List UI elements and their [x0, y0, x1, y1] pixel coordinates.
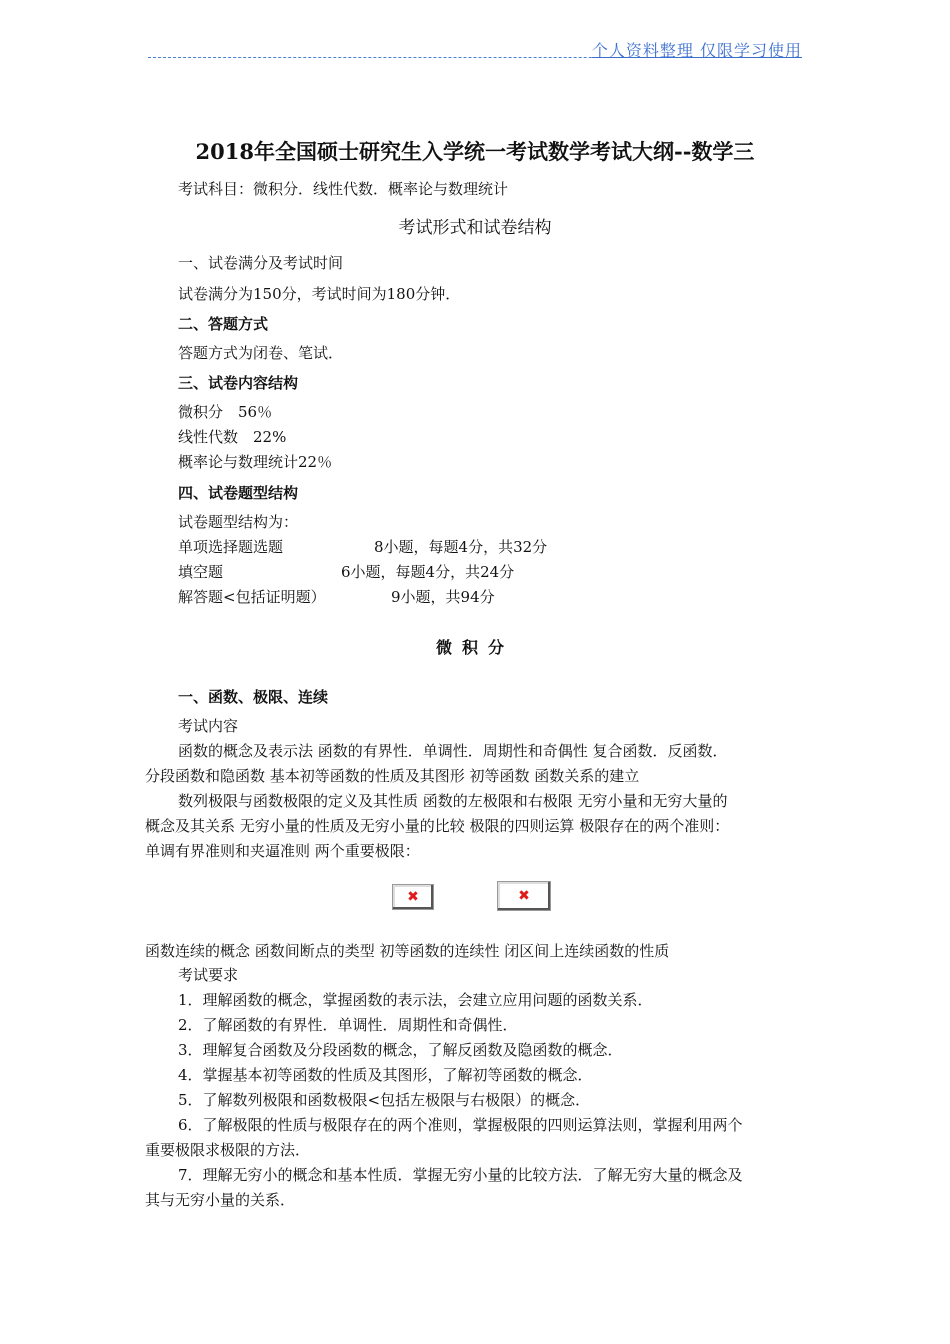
question-type-name: 解答题<包括证明题）	[178, 588, 326, 606]
calculus-heading: 微积分	[435, 638, 514, 657]
content-paragraph: 函数的概念及表示法 函数的有界性．单调性．周期性和奇偶性 复合函数．反函数．	[178, 742, 728, 760]
section-1-heading: 一、试卷满分及考试时间	[178, 254, 344, 272]
content-paragraph: 数列极限与函数极限的定义及其性质 函数的左极限和右极限 无穷小量和无穷大量的	[178, 792, 728, 810]
content-paragraph: 函数连续的概念 函数间断点的类型 初等函数的连续性 闭区间上连续函数的性质	[145, 942, 670, 960]
question-type-detail: 6小题，每题4分，共24分	[341, 563, 515, 581]
requirement-item: 1．理解函数的概念，掌握函数的表示法，会建立应用问题的函数关系．	[178, 991, 653, 1009]
requirement-item-continued: 其与无穷小量的关系．	[145, 1191, 296, 1209]
question-type-name: 填空题	[178, 563, 224, 581]
header-text: 个人资料整理 仅限学习使用	[591, 41, 802, 60]
content-paragraph: 概念及其关系 无穷小量的性质及无穷小量的比较 极限的四则运算 极限存在的两个准则：	[145, 817, 730, 835]
question-type-detail: 8小题，每题4分，共32分	[374, 538, 548, 556]
red-x-icon: ✖	[518, 888, 530, 904]
content-paragraph: 分段函数和隐函数 基本初等函数的性质及其图形 初等函数 函数关系的建立	[145, 767, 640, 785]
content-row-probability: 概率论与数理统计22％	[178, 453, 333, 471]
section-2-heading: 二、答题方式	[178, 315, 269, 333]
exam-requirements-label: 考试要求	[178, 966, 239, 984]
document-title: 2018年全国硕士研究生入学统一考试数学考试大纲--数学三	[195, 139, 755, 164]
requirement-item: 4．掌握基本初等函数的性质及其图形，了解初等函数的概念．	[178, 1066, 593, 1084]
requirement-item: 2．了解函数的有界性．单调性．周期性和奇偶性．	[178, 1016, 518, 1034]
section-1-text: 试卷满分为150分，考试时间为180分钟．	[178, 285, 461, 303]
requirement-item: 3．理解复合函数及分段函数的概念，了解反函数及隐函数的概念．	[178, 1041, 623, 1059]
broken-image-icon	[497, 881, 551, 911]
requirement-item-continued: 重要极限求极限的方法．	[145, 1141, 311, 1159]
question-type-name: 单项选择题选题	[178, 538, 284, 556]
exam-content-label: 考试内容	[178, 717, 239, 735]
exam-subjects: 考试科目：微积分．线性代数．概率论与数理统计	[178, 180, 509, 198]
requirement-item: 5．了解数列极限和函数极限<包括左极限与右极限）的概念．	[178, 1091, 591, 1109]
section-2-text: 答题方式为闭卷、笔试．	[178, 344, 344, 362]
content-row-calculus: 微积分 56％	[178, 403, 273, 421]
format-heading: 考试形式和试卷结构	[398, 218, 552, 238]
content-row-linear-algebra: 线性代数 22%	[178, 428, 287, 446]
requirement-item: 7．理解无穷小的概念和基本性质．掌握无穷小量的比较方法．了解无穷大量的概念及	[178, 1166, 743, 1184]
question-type-detail: 9小题，共94分	[391, 588, 495, 606]
question-types-intro: 试卷题型结构为：	[178, 513, 299, 531]
section-3-heading: 三、试卷内容结构	[178, 374, 299, 392]
red-x-icon: ✖	[407, 889, 419, 905]
content-paragraph: 单调有界准则和夹逼准则 两个重要极限：	[145, 842, 420, 860]
broken-image-icon	[392, 884, 434, 910]
part-1-heading: 一、函数、极限、连续	[178, 688, 329, 706]
requirement-item: 6．了解极限的性质与极限存在的两个准则，掌握极限的四则运算法则，掌握利用两个	[178, 1116, 743, 1134]
section-4-heading: 四、试卷题型结构	[178, 484, 299, 502]
